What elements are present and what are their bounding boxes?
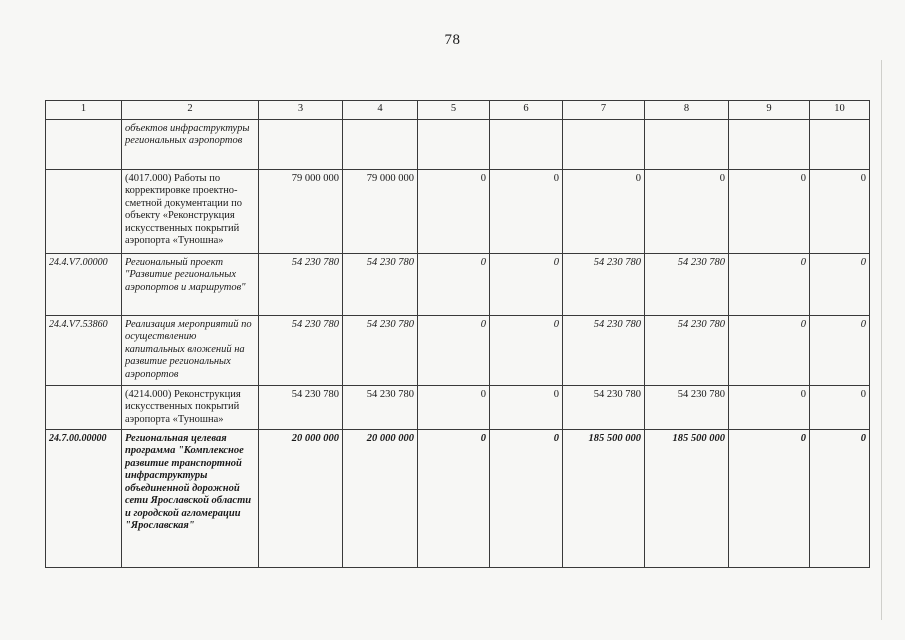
column-header: 8 <box>645 101 729 120</box>
row-value-col-6: 0 <box>490 429 563 567</box>
row-value-col-10: 0 <box>810 385 870 429</box>
row-value-col-3: 54 230 780 <box>259 315 343 385</box>
table-row <box>46 253 870 315</box>
row-value-col-7: 0 <box>563 169 645 253</box>
row-value-col-6: 0 <box>490 253 563 315</box>
row-value-col-8: 185 500 000 <box>645 429 729 567</box>
row-code: 24.7.00.00000 <box>46 429 122 567</box>
row-value-col-5: 0 <box>418 429 490 567</box>
row-value-col-6: 0 <box>490 315 563 385</box>
row-name: объектов инфраструктуры региональных аэропортов <box>122 119 259 169</box>
row-name: (4017.000) Работы по корректировке проектно-сметной документации по объекту «Реконструкция искусственных покрытий аэропорта «Туношна» <box>122 169 259 253</box>
row-code <box>46 119 122 169</box>
row-value-col-8: 54 230 780 <box>645 385 729 429</box>
row-value-col-8: 54 230 780 <box>645 253 729 315</box>
row-value-col-3: 79 000 000 <box>259 169 343 253</box>
row-value-col-3 <box>259 119 343 169</box>
row-value-col-4: 20 000 000 <box>343 429 418 567</box>
column-header: 7 <box>563 101 645 120</box>
row-value-col-7: 54 230 780 <box>563 253 645 315</box>
row-value-col-10: 0 <box>810 429 870 567</box>
column-header: 10 <box>810 101 870 120</box>
table-header-row <box>46 101 870 120</box>
row-value-col-10: 0 <box>810 253 870 315</box>
row-value-col-9: 0 <box>729 315 810 385</box>
budget-table <box>45 100 870 568</box>
row-name: Реализация мероприятий по осуществлению капитальных вложений на развитие региональных аэропортов <box>122 315 259 385</box>
column-header: 6 <box>490 101 563 120</box>
row-value-col-4: 54 230 780 <box>343 385 418 429</box>
column-header: 1 <box>46 101 122 120</box>
row-value-col-4: 79 000 000 <box>343 169 418 253</box>
row-code: 24.4.V7.53860 <box>46 315 122 385</box>
scan-artifact <box>881 60 882 620</box>
row-value-col-7: 185 500 000 <box>563 429 645 567</box>
row-value-col-10 <box>810 119 870 169</box>
column-header: 4 <box>343 101 418 120</box>
row-value-col-5: 0 <box>418 385 490 429</box>
row-name: Региональный проект "Развитие региональных аэропортов и маршрутов" <box>122 253 259 315</box>
row-value-col-9: 0 <box>729 385 810 429</box>
row-value-col-10: 0 <box>810 315 870 385</box>
row-value-col-6 <box>490 119 563 169</box>
row-value-col-3: 54 230 780 <box>259 385 343 429</box>
page-number: 78 <box>444 32 461 48</box>
column-header: 2 <box>122 101 259 120</box>
row-value-col-10: 0 <box>810 169 870 253</box>
row-value-col-3: 20 000 000 <box>259 429 343 567</box>
row-code <box>46 385 122 429</box>
row-code: 24.4.V7.00000 <box>46 253 122 315</box>
table-row <box>46 169 870 253</box>
row-value-col-5: 0 <box>418 169 490 253</box>
row-value-col-9: 0 <box>729 169 810 253</box>
column-header: 3 <box>259 101 343 120</box>
row-value-col-4: 54 230 780 <box>343 253 418 315</box>
column-header: 5 <box>418 101 490 120</box>
row-value-col-6: 0 <box>490 385 563 429</box>
table-row <box>46 119 870 169</box>
row-value-col-8: 0 <box>645 169 729 253</box>
row-value-col-5 <box>418 119 490 169</box>
column-header: 9 <box>729 101 810 120</box>
row-value-col-4 <box>343 119 418 169</box>
row-value-col-7: 54 230 780 <box>563 315 645 385</box>
row-value-col-3: 54 230 780 <box>259 253 343 315</box>
row-name: (4214.000) Реконструкция искусственных покрытий аэропорта «Туношна» <box>122 385 259 429</box>
row-value-col-8: 54 230 780 <box>645 315 729 385</box>
row-value-col-9: 0 <box>729 253 810 315</box>
row-code <box>46 169 122 253</box>
row-value-col-9 <box>729 119 810 169</box>
row-value-col-8 <box>645 119 729 169</box>
row-value-col-6: 0 <box>490 169 563 253</box>
row-value-col-5: 0 <box>418 315 490 385</box>
table-row <box>46 429 870 567</box>
table-row <box>46 315 870 385</box>
row-value-col-4: 54 230 780 <box>343 315 418 385</box>
row-value-col-9: 0 <box>729 429 810 567</box>
row-value-col-5: 0 <box>418 253 490 315</box>
row-value-col-7: 54 230 780 <box>563 385 645 429</box>
row-value-col-7 <box>563 119 645 169</box>
table-row <box>46 385 870 429</box>
row-name: Региональная целевая программа "Комплексное развитие транспортной инфраструктуры объединенной дорожной сети Ярославской области и городской агломерации "Ярославская" <box>122 429 259 567</box>
